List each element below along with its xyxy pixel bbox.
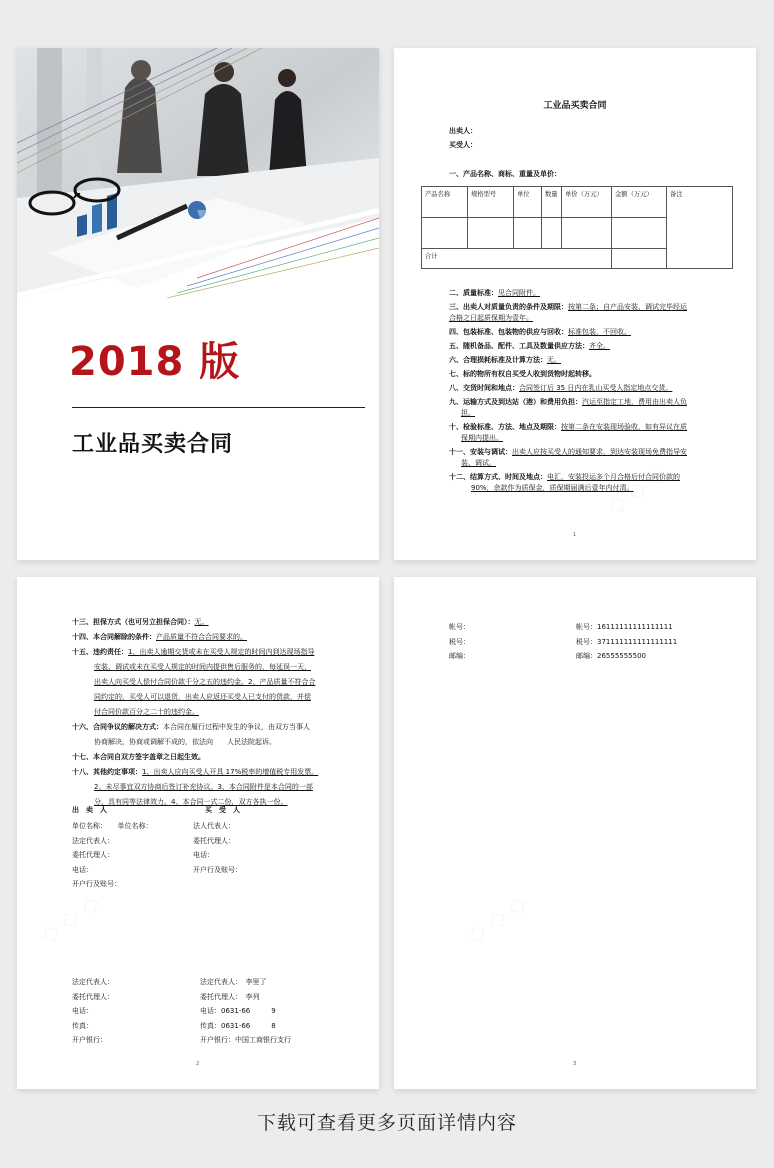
page-number: 2 [196, 1061, 200, 1067]
buyer-label: 买受人： [449, 141, 477, 149]
cover-title: 工业品买卖合同 [72, 432, 234, 457]
clause: 十七、本合同自双方签字盖章之日起生效。 [72, 753, 205, 761]
clause: 八、交货时间和地点：合同签订后 35 日内在乳山买受人指定地点交货。 [449, 384, 673, 392]
clause-list [72, 617, 318, 808]
clause: 十一、安装与调试：出卖人应按买受人的通知要求，到达安装现场免费指导安 [449, 448, 687, 456]
clause: 担。 [461, 409, 475, 417]
clause: 五、随机备品、配件、工具及数量供应方法：齐全。 [449, 342, 610, 350]
clause: 90%，余款作为质保金，质保期届满后壹年内付清。 [471, 484, 634, 492]
field-label: 邮编：26555555500 [576, 652, 646, 660]
divider [72, 407, 365, 408]
cover-page [17, 48, 379, 560]
field-label: 税号： [449, 637, 470, 646]
clause: 协商解决，协商或调解不成的，依法向 人民法院起诉。 [94, 738, 276, 746]
buyer-fields [193, 819, 242, 877]
table-total-cell: 合计 [422, 249, 612, 269]
clause: 十三、担保方式（也可另立担保合同）：无。 [72, 618, 209, 626]
seller-heading: 出 卖 人 [72, 806, 107, 814]
clause: 十六、合同争议的解决方式：本合同在履行过程中发生的争议，由双方当事人 [72, 723, 310, 731]
document-title: 工业品买卖合同 [543, 101, 607, 111]
table-header-cell: 规格型号 [468, 187, 514, 218]
page-number: 1 [573, 532, 577, 538]
clause: 十四、本合同解除的条件：产品质量不符合合同要求的。 [72, 633, 247, 641]
clause: 付合同价款百分之二十的违约金。 [94, 708, 199, 716]
field-label: 开户行及账号： [72, 880, 121, 888]
clause: 装、调试。 [461, 459, 496, 467]
contract-page-3 [394, 577, 756, 1089]
contract-page-2 [17, 577, 379, 1089]
seller-contact-fields [72, 975, 114, 1048]
field-label: 法定代表人： [72, 978, 114, 986]
clause: 十、检验标准、方法、地点及期限：按第二条在安装现场验收，如有异议在质 [449, 423, 687, 431]
page-number: 3 [573, 1061, 577, 1067]
table-header-cell: 单价（万元） [562, 187, 612, 218]
cover-year: 2018 版 [69, 339, 241, 385]
clause: 十二、结算方式、时间及地点：电汇，安装投运多个月合格后付合同价款的 [449, 473, 680, 481]
contract-page-1 [394, 48, 756, 560]
field-label: 委托代理人： 李列 [200, 992, 260, 1001]
clause-list [449, 288, 687, 494]
field-label: 电话：0631-66 9 [200, 1007, 276, 1015]
field-label: 传真： [72, 1021, 93, 1030]
field-label: 传真：0631-66 8 [200, 1021, 276, 1030]
seller-label: 出卖人： [449, 127, 477, 135]
footer-note: 下载可查看更多页面详情内容 [256, 1112, 517, 1134]
seller-fields [72, 819, 153, 892]
clause: 九、运输方式及到达站（港）和费用负担：汽运至指定工地，费用由出卖人负 [449, 398, 687, 406]
field-label: 法定代表人： [72, 836, 114, 845]
clause: 六、合理损耗标准及计算方法：无。 [449, 356, 561, 364]
field-label: 法定代表人： 李里了 [200, 978, 267, 986]
table-header-cell: 备注 [667, 187, 733, 269]
clause: 十五、违约责任：1、出卖人逾期交货或未在买受人规定的时间内到达现场指导 [72, 648, 315, 656]
field-label: 帐号：16111111111111111 [576, 623, 673, 631]
clause: 七、标的物所有权自买受人收到货物时起转移。 [449, 370, 596, 378]
table-row [422, 187, 733, 218]
field-label: 税号：371111111111111111 [576, 637, 678, 646]
field-label: 法人代表人： [193, 822, 235, 830]
field-label: 委托代理人： [72, 992, 114, 1001]
field-label: 开户行及账号： [193, 865, 242, 874]
field-label: 委托代理人： [193, 836, 235, 845]
clause: 二、质量标准：见合同附件。 [449, 289, 540, 297]
buyer-heading: 买 受 人 [205, 806, 240, 814]
clause: 合格之日起质保期为壹年。 [449, 314, 533, 322]
field-label: 开户银行：中国工商银行支行 [200, 1036, 291, 1044]
watermark [36, 890, 104, 948]
clause: 出卖人向买受人偿付合同价款千分之五的违约金。2、产品质量不符合合 [94, 678, 316, 686]
watermark [463, 890, 531, 948]
field-label: 单位名称： 单位名称： [72, 822, 153, 830]
table-header-cell: 金额（万元） [612, 187, 667, 218]
field-label: 电话： [193, 851, 214, 859]
clause: 安装、调试或未在买受人规定的时间内提供售后服务的，每延误一天， [94, 663, 311, 671]
field-label: 帐号： [449, 623, 470, 631]
field-label: 电话： [72, 1007, 93, 1015]
buyer-bank-fields [576, 620, 677, 664]
clause: 分，具有同等法律效力。4、本合同一式二份，双方各执一份。 [94, 798, 288, 806]
clause: 保期内提出。 [461, 434, 503, 442]
table-header-cell: 产品名称 [422, 187, 468, 218]
field-label: 开户银行： [72, 1036, 107, 1044]
field-label: 邮编： [449, 652, 470, 660]
product-table [421, 186, 733, 269]
clause: 四、包装标准、包装物的供应与回收：标准包装，不回收。 [449, 328, 631, 336]
cover-photo [17, 48, 379, 298]
seller-bank-fields [449, 620, 470, 664]
clause: 十八、其他约定事项：1、出卖人应向买受人开具 17%税率的增值税专用发票。 [72, 768, 319, 776]
field-label: 委托代理人： [72, 851, 114, 859]
buyer-contact-fields [200, 975, 291, 1048]
clause: 三、出卖人对质量负责的条件及期限：按第二条；自产品安装、调试完毕经运 [449, 303, 687, 311]
section-heading: 一、产品名称、商标、重量及单价： [449, 170, 561, 178]
table-header-cell: 数量 [542, 187, 562, 218]
field-label: 电话： [72, 865, 93, 874]
table-header-cell: 单位 [514, 187, 542, 218]
clause: 同约定的，买受人可以退货，出卖人应返还买受人已支付的货款，并偿 [94, 693, 311, 701]
clause: 2、未尽事宜双方协商后签订补充协议。3、本合同附件是本合同的一部 [94, 783, 313, 791]
